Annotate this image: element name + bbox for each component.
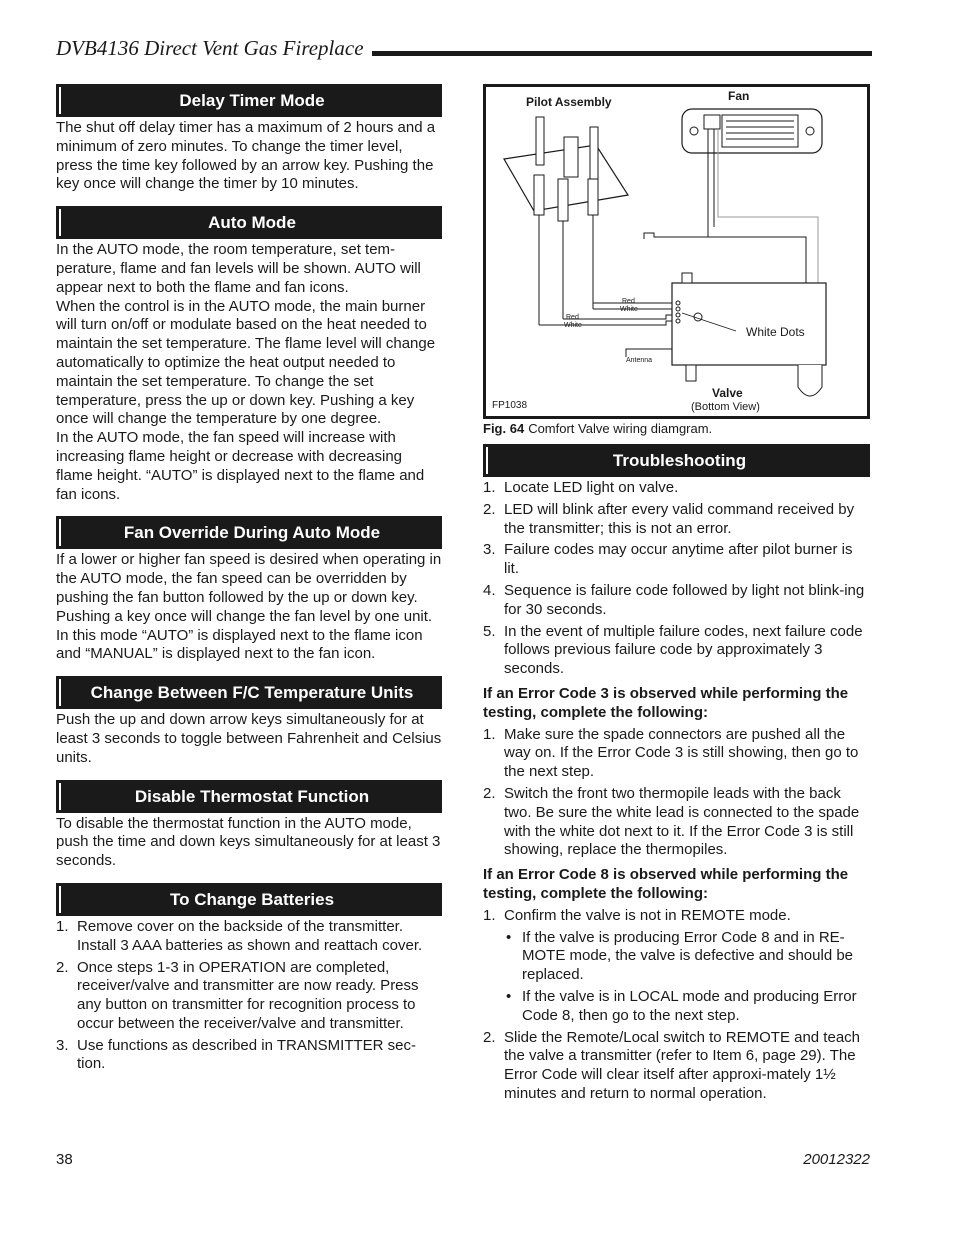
section-heading-batteries: To Change Batteries: [56, 883, 442, 916]
delay-timer-text: The shut off delay timer has a maximum of 2 hours and a minimum of zero minutes. To change the timer level, press the time key followed by an arrow key. Pushing the key once will change the timer by 10 minutes.: [56, 119, 436, 193]
label-figure-code: FP1038: [492, 400, 528, 411]
section-heading-fan-override: Fan Override During Auto Mode: [56, 516, 442, 549]
pilot-tube: [590, 127, 598, 179]
thermopile: [558, 179, 568, 221]
pilot-tube: [564, 137, 578, 177]
list-item: 2. Switch the front two thermopile leads with the back two. Be sure the white lead is connected to the spade with the white dot next to it. If the Error Code 3 is still showing, replace the thermopiles.: [483, 784, 860, 859]
list-item: 1. Locate LED light on valve.: [483, 479, 679, 496]
label-pilot-assembly: Pilot Assembly: [526, 95, 612, 109]
disable-thermostat-text: To disable the thermostat function in the AUTO mode, push the time and down keys simultaneously for at least 3 seconds.: [56, 814, 441, 870]
label-wire-white: White: [620, 306, 638, 313]
label-wire-red: Red: [622, 298, 635, 305]
auto-mode-text-2: When the control is in the AUTO mode, the main burner will turn on/off or modulate based on the heat needed to maintain the set temperature. The flame level will change automatically to optimize the heat output needed to maintain the set temperature. To change the set temperature, press the up or down key. Pushing a key once will change the temperature by one degree.: [56, 297, 436, 428]
list-item: 3. Use functions as described in TRANSMITTER sec-tion.: [56, 1036, 417, 1073]
thermopile: [534, 175, 544, 215]
wiring-diagram-figure: [483, 84, 870, 419]
error-code-8-bullets: [504, 929, 870, 1026]
section-heading-troubleshooting: Troubleshooting: [483, 444, 870, 477]
figure-caption: Fig. 64 Comfort Valve wiring diamgram.: [483, 421, 713, 436]
label-antenna: Antenna: [626, 357, 653, 364]
page-header-title: DVB4136 Direct Vent Gas Fireplace: [56, 36, 364, 60]
auto-mode-text-1: In the AUTO mode, the room temperature, set tem-perature, flame and fan levels will be shown. AUTO will appear next to both the flame and fan icons.: [56, 241, 421, 296]
error-code-8-intro: If an Error Code 8 is observed while performing the testing, complete the following:: [483, 866, 849, 902]
page-number: 38: [56, 1151, 73, 1168]
wiring-diagram: [486, 87, 867, 416]
fan-override-text: If a lower or higher fan speed is desired when operating in the AUTO mode, the fan speed can be overridden by pushing the fan button followed by the up or down key. Pushing a key once will change the fan level by one unit. In this mode “AUTO” is displayed next to the flame icon and “MANUAL” is displayed next to the fan icon.: [56, 551, 442, 663]
list-item: 1. Confirm the valve is not in REMOTE mode. • If the valve is producing Error Code 8 and in RE-MOTE mode, the valve is defective and should be replaced. • If the valve is in LOCAL mode and producing Error Code 8, then go to the next step.: [483, 907, 870, 1026]
list-item: 2. Slide the Remote/Local switch to REMOTE and teach the valve a transmitter (refer to Item 6, page 29). The Error Code will clear itself after approxi-mately 1½ minutes and return to normal operation.: [483, 1028, 861, 1102]
thermopile: [588, 179, 598, 215]
section-heading-delay-timer: Delay Timer Mode: [56, 84, 442, 117]
list-item: 1. Make sure the spade connectors are pushed all the way on. If the Error Code 3 is still showing, then go to the next step.: [483, 725, 859, 781]
list-item: 2. Once steps 1-3 in OPERATION are completed, receiver/valve and transmitter are now ready. Press any button on transmitter for recognition process to occur between the receiver/valve and transmitter.: [56, 958, 419, 1032]
label-wire-red: Red: [566, 314, 579, 321]
pilot-tube: [536, 117, 544, 165]
document-number: 20012322: [803, 1151, 870, 1168]
list-item: 1. Remove cover on the backside of the transmitter. Install 3 AAA batteries as shown and reattach cover.: [56, 917, 423, 954]
section-heading-disable-thermostat: Disable Thermostat Function: [56, 780, 442, 813]
section-heading-auto-mode: Auto Mode: [56, 206, 442, 239]
bullet-item: • If the valve is producing Error Code 8 and in RE-MOTE mode, the valve is defective and should be replaced.: [504, 929, 870, 985]
list-item: 4. Sequence is failure code followed by light not blink-ing for 30 seconds.: [483, 581, 865, 618]
section-heading-fc-units: Change Between F/C Temperature Units: [56, 676, 442, 709]
batteries-list: [56, 918, 442, 1074]
label-bottom-view: (Bottom View): [691, 401, 760, 413]
error-code-3-list: [483, 726, 870, 861]
error-code-8-list: [483, 907, 870, 1104]
right-column: [483, 84, 870, 1110]
label-wire-white: White: [564, 322, 582, 329]
list-item: 3. Failure codes may occur anytime after pilot burner is lit.: [483, 541, 853, 578]
list-item: 2. LED will blink after every valid command received by the transmitter; this is not an error.: [483, 500, 855, 537]
fc-units-text: Push the up and down arrow keys simultaneously for at least 3 seconds to toggle between Fahrenheit and Celsius units.: [56, 711, 442, 766]
list-item: 5. In the event of multiple failure codes, next failure code follows previous failure code by approximately 3 seconds.: [483, 622, 863, 678]
header-rule: [372, 51, 872, 56]
error-code-3-intro: If an Error Code 3 is observed while performing the testing, complete the following:: [483, 684, 849, 721]
auto-mode-text-3: In the AUTO mode, the fan speed will increase with increasing flame height or decrease with decreasing flame height. “AUTO” is displayed next to the flame and fan icons.: [56, 429, 425, 503]
bullet-item: • If the valve is in LOCAL mode and producing Error Code 8, then go to the next step.: [504, 988, 870, 1026]
troubleshooting-list: [483, 479, 870, 679]
label-valve: Valve: [712, 386, 743, 400]
left-column: [56, 84, 442, 1080]
label-white-dots: White Dots: [746, 325, 805, 339]
valve-body: [672, 283, 826, 365]
label-fan: Fan: [728, 89, 750, 103]
